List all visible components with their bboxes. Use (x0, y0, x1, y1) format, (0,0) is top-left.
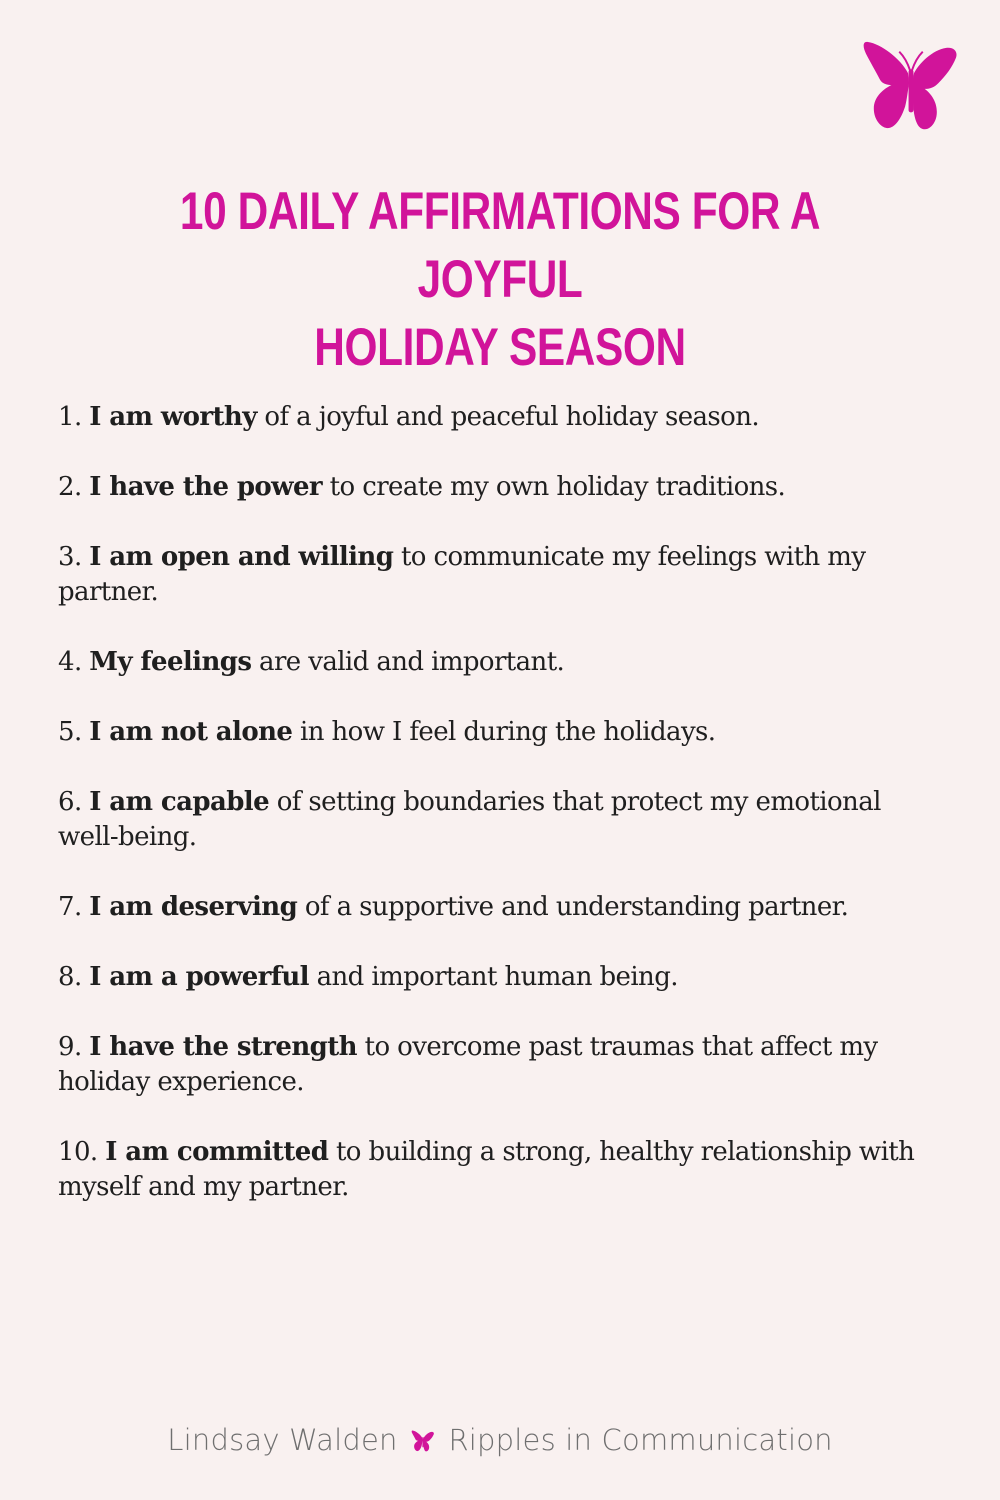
affirmation-bold: I am committed (105, 1137, 329, 1167)
footer-brand: Ripples in Communication (448, 1423, 833, 1457)
affirmation-text: to create my own holiday traditions. (329, 472, 786, 502)
affirmation-text: in how I feel during the holidays. (300, 717, 716, 747)
affirmation-number: 4. (58, 647, 82, 677)
affirmation-bold: I am deserving (89, 892, 298, 922)
affirmation-item-5 (58, 715, 938, 750)
butterfly-icon (862, 40, 960, 132)
affirmation-item-4 (58, 645, 938, 680)
affirmation-bold: I am worthy (89, 402, 257, 432)
affirmation-text: and important human being. (316, 962, 678, 992)
page-title (132, 178, 868, 382)
affirmation-number: 6. (58, 787, 82, 817)
affirmations-list (58, 400, 938, 1240)
affirmation-text: are valid and important. (259, 647, 565, 677)
affirmation-item-9 (58, 1030, 938, 1100)
footer-credit (0, 1418, 1000, 1462)
affirmation-number: 5. (58, 717, 82, 747)
affirmation-number: 1. (58, 402, 82, 432)
affirmation-bold: I am not alone (89, 717, 293, 747)
affirmation-number: 10. (58, 1137, 98, 1167)
affirmation-item-1 (58, 400, 938, 435)
affirmation-text: to overcome past traumas that affect my holiday experience. (58, 1032, 878, 1097)
affirmation-bold: I have the strength (89, 1032, 357, 1062)
affirmation-item-6 (58, 785, 938, 855)
affirmation-number: 9. (58, 1032, 82, 1062)
affirmation-text: of a joyful and peaceful holiday season. (264, 402, 760, 432)
affirmation-text: of a supportive and understanding partner. (304, 892, 849, 922)
affirmation-bold: I am capable (89, 787, 270, 817)
title-line-1: 10 DAILY AFFIRMATIONS FOR A JOYFUL (179, 182, 821, 309)
footer-author: Lindsay Walden (167, 1423, 398, 1457)
affirmation-bold: My feelings (89, 647, 252, 677)
affirmation-text: to building a strong, healthy relationship with myself and my partner. (58, 1137, 915, 1202)
affirmation-number: 2. (58, 472, 82, 502)
affirmation-item-7 (58, 890, 938, 925)
title-line-2: HOLIDAY SEASON (314, 318, 686, 377)
affirmation-item-10 (58, 1135, 938, 1205)
affirmation-item-8 (58, 960, 938, 995)
butterfly-icon (411, 1430, 435, 1452)
affirmation-bold: I have the power (89, 472, 322, 502)
affirmation-item-2 (58, 470, 938, 505)
affirmation-text: to communicate my feelings with my partner. (58, 542, 866, 607)
affirmation-bold: I am open and willing (89, 542, 394, 572)
affirmation-number: 7. (58, 892, 82, 922)
affirmation-bold: I am a powerful (89, 962, 309, 992)
affirmation-number: 8. (58, 962, 82, 992)
affirmation-number: 3. (58, 542, 82, 572)
affirmation-item-3 (58, 540, 938, 610)
affirmation-text: of setting boundaries that protect my emotional well-being. (58, 787, 881, 852)
